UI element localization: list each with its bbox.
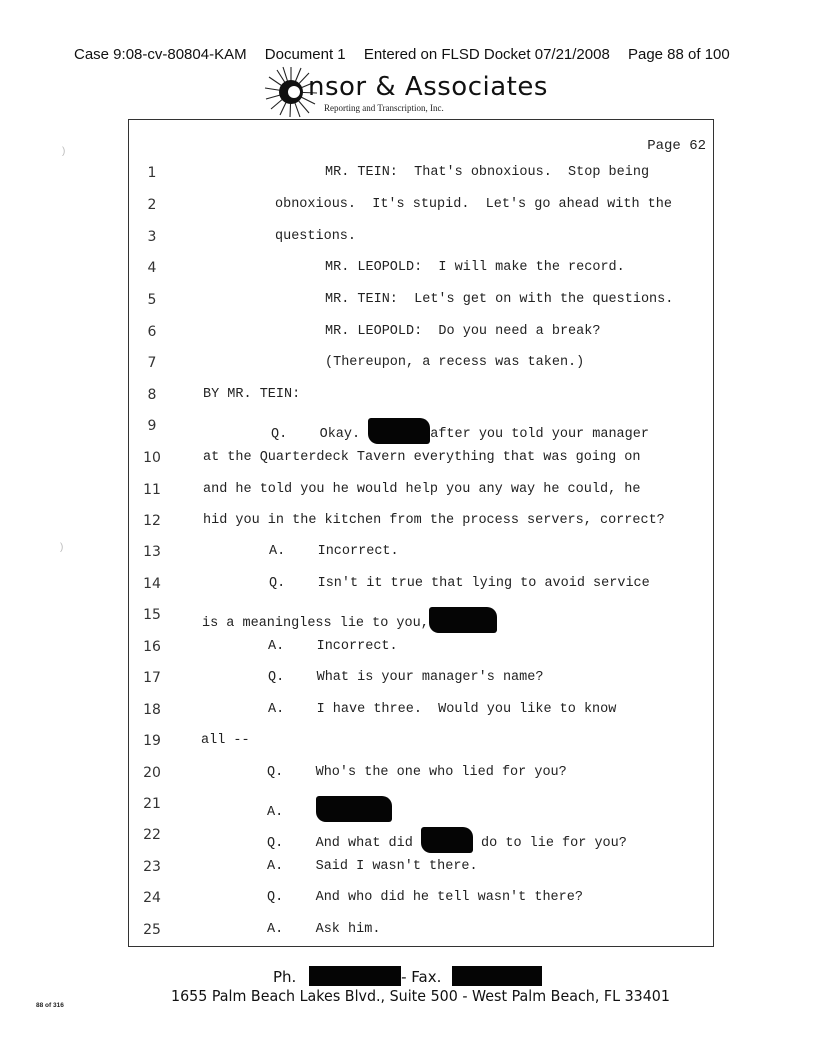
line-number: 20 (143, 765, 161, 781)
line-number: 19 (143, 733, 161, 749)
redaction-block (452, 966, 542, 986)
docket-entry: Entered on FLSD Docket 07/21/2008 (363, 46, 610, 63)
line-number: 9 (147, 418, 157, 434)
line-number: 7 (147, 355, 157, 371)
transcript-line (128, 197, 718, 217)
line-number: 8 (147, 387, 157, 403)
transcript-page-label: Page 62 (647, 138, 706, 154)
transcript-line (128, 890, 718, 910)
transcript-line (128, 418, 718, 442)
fax-label: - Fax. (401, 968, 442, 986)
transcript-line (128, 324, 718, 344)
line-text: A. (267, 805, 316, 820)
line-number: 22 (143, 827, 161, 843)
line-number: 11 (143, 482, 161, 498)
transcript-line (128, 796, 718, 820)
document-number: Document 1 (264, 46, 346, 63)
line-number: 4 (147, 260, 157, 276)
transcript-line (128, 639, 718, 659)
transcript-line (128, 670, 718, 690)
line-text: questions. (275, 229, 357, 244)
line-text: at the Quarterdeck Tavern everything that was going on (203, 450, 641, 465)
case-number: Case 9:08-cv-80804-KAM (74, 46, 247, 63)
line-text: MR. TEIN: That's obnoxious. Stop being (325, 165, 650, 180)
transcript-line (128, 513, 718, 533)
scan-artifact: ) (60, 542, 64, 553)
scan-artifact: ) (62, 146, 66, 157)
line-number: 13 (143, 544, 161, 560)
line-text: Q. Okay. (271, 427, 369, 442)
bates-stamp: 88 of 316 (36, 1002, 64, 1009)
line-number: 1 (147, 165, 157, 181)
transcript-line (128, 544, 718, 564)
line-text: Q. What is your manager's name? (268, 670, 544, 685)
transcript-line (128, 482, 718, 502)
line-text: all -- (201, 733, 250, 748)
transcript-line (128, 765, 718, 785)
company-tagline: Reporting and Transcription, Inc. (324, 103, 444, 113)
line-number: 14 (143, 576, 161, 592)
transcript-line (128, 702, 718, 722)
redaction-block (429, 607, 497, 633)
line-text: MR. TEIN: Let's get on with the questions. (325, 292, 674, 307)
line-text: A. Incorrect. (269, 544, 399, 559)
line-text: and he told you he would help you any way he could, he (203, 482, 641, 497)
line-text: A. Incorrect. (268, 639, 398, 654)
line-text: obnoxious. It's stupid. Let's go ahead with the (275, 197, 672, 212)
transcript-line (128, 165, 718, 185)
line-number: 23 (143, 859, 161, 875)
line-text: A. Said I wasn't there. (267, 859, 478, 874)
footer-address: 1655 Palm Beach Lakes Blvd., Suite 500 - West Palm Beach, FL 33401 (171, 987, 670, 1005)
line-text: hid you in the kitchen from the process servers, correct? (203, 513, 665, 528)
line-text: Q. And who did he tell wasn't there? (267, 890, 583, 905)
line-number: 18 (143, 702, 161, 718)
transcript-line (128, 260, 718, 280)
reporter-logo (264, 66, 564, 118)
line-number: 21 (143, 796, 161, 812)
line-number: 5 (147, 292, 157, 308)
redaction-block (316, 796, 392, 822)
line-text-continued: after you told your manager (430, 427, 649, 442)
transcript-line (128, 859, 718, 879)
docket-header (74, 46, 774, 63)
transcript-line (128, 450, 718, 470)
line-text: A. Ask him. (267, 922, 381, 937)
line-number: 17 (143, 670, 161, 686)
line-text: Q. Who's the one who lied for you? (267, 765, 567, 780)
line-text: BY MR. TEIN: (203, 387, 301, 402)
line-text: is a meaningless lie to you, (202, 616, 429, 631)
line-number: 16 (143, 639, 161, 655)
line-number: 3 (147, 229, 157, 245)
transcript-line (128, 229, 718, 249)
transcript-line (128, 733, 718, 753)
line-number: 10 (143, 450, 161, 466)
company-name: nsor & Associates (308, 72, 548, 102)
transcript-line (128, 387, 718, 407)
line-text: MR. LEOPOLD: Do you need a break? (325, 324, 601, 339)
line-text-continued: do to lie for you? (472, 836, 627, 851)
redaction-block (309, 966, 401, 986)
footer-contact (273, 966, 542, 986)
line-text: Q. Isn't it true that lying to avoid service (269, 576, 650, 591)
phone-label: Ph. (273, 968, 297, 986)
transcript-line (128, 576, 718, 596)
line-number: 2 (147, 197, 157, 213)
transcript-line (128, 827, 718, 851)
line-number: 25 (143, 922, 161, 938)
transcript-line (128, 355, 718, 375)
line-number: 6 (147, 324, 157, 340)
line-text: MR. LEOPOLD: I will make the record. (325, 260, 625, 275)
transcript-line (128, 292, 718, 312)
transcript-line (128, 922, 718, 942)
line-number: 12 (143, 513, 161, 529)
line-number: 15 (143, 607, 161, 623)
redaction-block (368, 418, 430, 444)
page-count: Page 88 of 100 (627, 46, 730, 63)
transcript-line (128, 607, 718, 631)
line-text: A. I have three. Would you like to know (268, 702, 617, 717)
redaction-block (421, 827, 473, 853)
line-number: 24 (143, 890, 161, 906)
line-text: (Thereupon, a recess was taken.) (325, 355, 585, 370)
line-text: Q. And what did (267, 836, 421, 851)
